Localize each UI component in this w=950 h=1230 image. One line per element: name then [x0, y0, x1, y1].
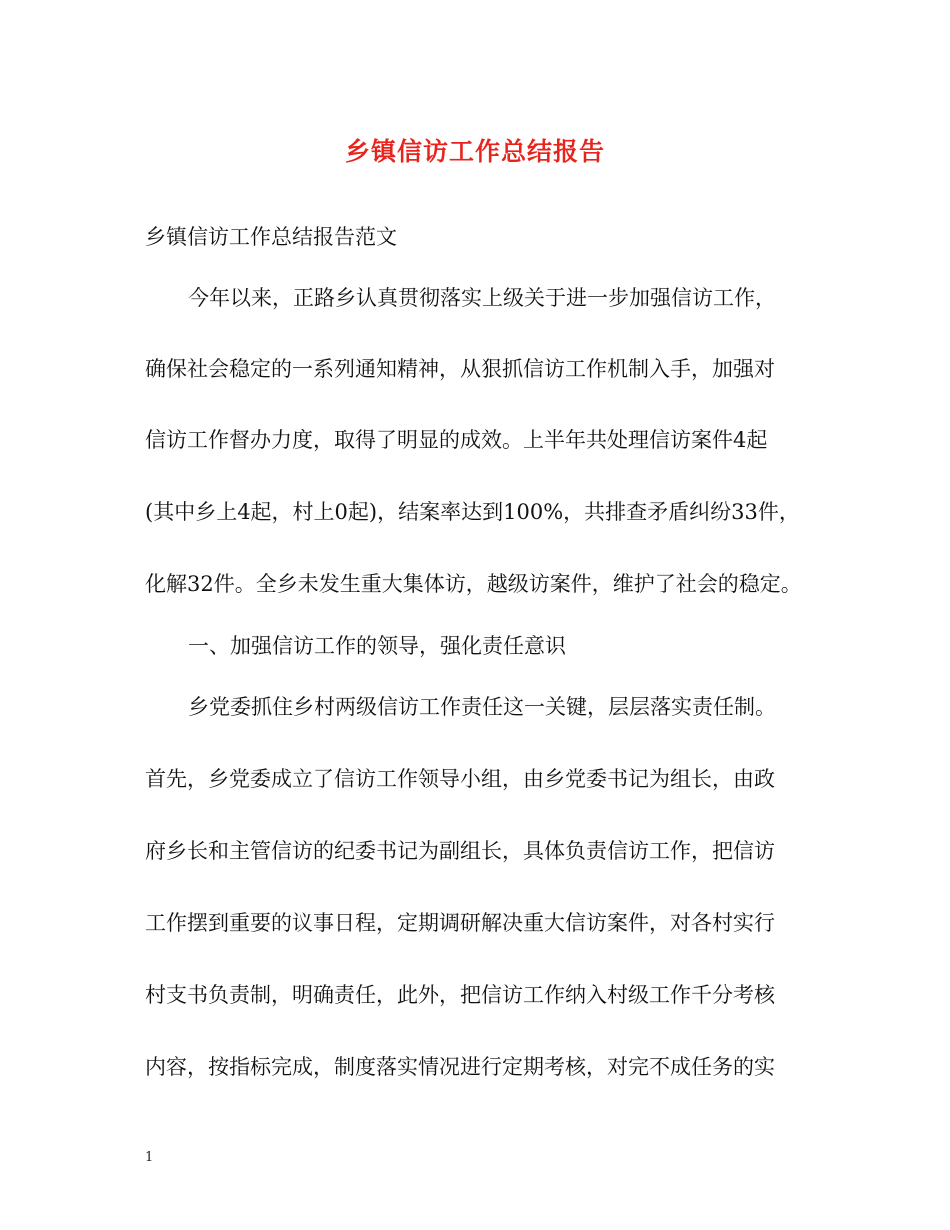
- paragraph-line: (其中乡上4起，村上0起)，结案率达到100%，共排查矛盾纠纷33件，: [145, 500, 800, 524]
- page-number: 1: [145, 1150, 154, 1165]
- paragraph-line: 确保社会稳定的一系列通知精神，从狠抓信访工作机制入手，加强对: [145, 357, 775, 381]
- paragraph-line: 今年以来，正路乡认真贯彻落实上级关于进一步加强信访工作，: [188, 286, 776, 310]
- paragraph-line: 乡党委抓住乡村两级信访工作责任这一关键，层层落实责任制。: [188, 695, 776, 719]
- section-heading: 一、加强信访工作的领导，强化责任意识: [188, 634, 566, 658]
- paragraph-line: 内容，按指标完成，制度落实情况进行定期考核，对完不成任务的实: [145, 1055, 775, 1079]
- paragraph-line: 工作摆到重要的议事日程，定期调研解决重大信访案件，对各村实行: [145, 911, 775, 935]
- paragraph-line: 信访工作督办力度，取得了明显的成效。上半年共处理信访案件4起: [145, 428, 768, 452]
- paragraph-line: 首先，乡党委成立了信访工作领导小组，由乡党委书记为组长，由政: [145, 767, 775, 791]
- paragraph-line: 村支书负责制，明确责任，此外，把信访工作纳入村级工作千分考核: [145, 983, 775, 1007]
- paragraph-line: 府乡长和主管信访的纪委书记为副组长，具体负责信访工作，把信访: [145, 839, 775, 863]
- paragraph-line: 化解32件。全乡未发生重大集体访，越级访案件，维护了社会的稳定。: [145, 572, 802, 596]
- document-title: 乡镇信访工作总结报告: [344, 137, 605, 166]
- document-subtitle: 乡镇信访工作总结报告范文: [145, 225, 397, 249]
